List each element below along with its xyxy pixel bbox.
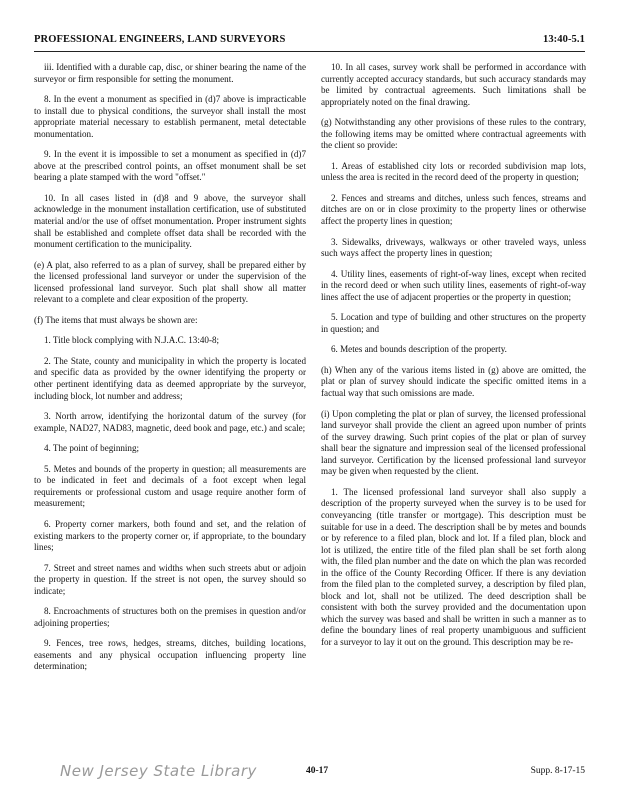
list-item-f9: 9. Fences, tree rows, hedges, streams, ditches, building locations, easements and any physical occupation influencing property line determination; xyxy=(34,638,306,672)
paragraph-g: (g) Notwithstanding any other provisions of these rules to the contrary, the following items may be omitted where contractual agreements with the client so provide: xyxy=(321,117,586,151)
list-item-f6: 6. Property corner markers, both found and set, and the relation of existing markers to the property corner or, if appropriate, to the boundary lines; xyxy=(34,518,306,553)
list-item-g2: 2. Fences and streams and ditches, unless such fences, streams and ditches are on or in close proximity to the property lines or otherwise affect the property lines in question; xyxy=(321,192,586,227)
paragraph-f: (f) The items that must always be shown are: xyxy=(34,314,198,325)
paragraph-8: 8. In the event a monument as specified in (d)7 above is impracticable to install due to physical conditions, the surveyor shall install the most appropriate material necessary to establish permanent, metal detectable monumentation. xyxy=(34,94,306,139)
list-item-f2: 2. The State, county and municipality in which the property is located and specific data as provided by the owner identifying the property or other pertinent identifying data as deemed appropriate by the surveyor, including block, lot number and address; xyxy=(34,355,306,401)
list-item-f1: 1. Title block complying with N.J.A.C. 13:40-8; xyxy=(44,335,220,346)
list-item-g1: 1. Areas of established city lots or recorded subdivision map lots, unless the area is recited in the record deed of the property in question; xyxy=(321,160,586,183)
paragraph-iii: iii. Identified with a durable cap, disc, or shiner bearing the name of the surveyor or firm responsible for setting the monument. xyxy=(34,62,306,84)
paragraph-9: 9. In the event it is impossible to set a monument as specified in (d)7 above at the prescribed control points, an offset monument shall be set bearing a plate stamped with the word "offset." xyxy=(34,149,306,183)
list-item-f7: 7. Street and street names and widths when such streets abut or adjoin the property in question. If the street is not open, the survey should so indicate; xyxy=(34,562,306,596)
paragraph-e: (e) A plat, also referred to as a plan of survey, shall be prepared either by the licensed professional land surveyor or under the supervision of the licensed professional land surveyor. Such plat shall show all matter relevant to a complete and clear exposition of the property. xyxy=(34,259,306,305)
paragraph-i: (i) Upon completing the plat or plan of survey, the licensed professional land surveyor shall provide the client an agreed upon number of prints of the survey drawing. Such print copies of the plat or plan of survey shall bear the signature and impression seal of the licensed professional land surveyor. Certification by the licensed professional land surveyor may be given when requested by the client. xyxy=(321,408,586,477)
paragraph-10: 10. In all cases listed in (d)8 and 9 above, the surveyor shall acknowledge in the monument installation certification, use of substituted material and/or the use of offset monumentation. Proper instrument sights shall be established and complete offset data shall be recorded with the monument certification to the municipality. xyxy=(34,192,306,250)
page-number: 40-17 xyxy=(306,766,329,776)
left-column xyxy=(34,62,306,682)
list-item-g5: 5. Location and type of building and other structures on the property in question; and xyxy=(321,312,586,334)
list-item-f10: 10. In all cases, survey work shall be performed in accordance with currently accepted accuracy standards, but such accuracy standards may be limited by contractual agreements. Such limitations shall be appropriately noted on the final drawing. xyxy=(321,62,586,107)
list-item-i1: 1. The licensed professional land surveyor shall also supply a description of the property surveyed when the survey is to be used for conveyancing (title transfer or mortgage). This description must be suitable for use in a deed. The description shall be by metes and bounds or by reference to a filed plan, block and lot. If a filed plan, block and lot is utilized, the entire title of the filed plan shall be set forth along with, the filed plan number and the date on which the plan was recorded in the office of the County Recording Officer. If there is any deviation from the filed plan to the completed survey, a description by filed plan, block and lot, shall not be utilized. The deed description shall be consistent with both the survey provided and the documentation upon which the survey was based and shall be written in such a manner as to define the boundary lines of real property unambiguous and sufficient for a surveyor to lay it out on the ground. This description may be re- xyxy=(321,486,586,647)
supplement-date: Supp. 8-17-15 xyxy=(530,766,585,776)
header-rule xyxy=(34,51,585,52)
list-item-f4: 4. The point of beginning; xyxy=(44,443,140,454)
list-item-g4: 4. Utility lines, easements of right-of-way lines, except when recited in the record deed or when such utility lines, easements of right-of-way lines affect the use of adjacent properties or the property in question; xyxy=(321,268,586,302)
list-item-f8: 8. Encroachments of structures both on the premises in question and/or adjoining properties; xyxy=(34,606,306,628)
right-column xyxy=(321,62,586,658)
header-section-number: 13:40-5.1 xyxy=(542,34,585,45)
list-item-f3: 3. North arrow, identifying the horizontal datum of the survey (for example, NAD27, NAD83, magnetic, deed book and page, etc.) and scale; xyxy=(34,411,306,433)
paragraph-h: (h) When any of the various items listed in (g) above are omitted, the plat or plan of survey should indicate the specific omitted items in a factual way that such omissions are made. xyxy=(321,364,586,399)
header-title: PROFESSIONAL ENGINEERS, LAND SURVEYORS xyxy=(34,34,286,45)
list-item-f5: 5. Metes and bounds of the property in question; all measurements are to be indicated in feet and decimals of a foot except when legal requirements or professional custom and usage require another form of measurement; xyxy=(34,463,306,509)
list-item-g3: 3. Sidewalks, driveways, walkways or other traveled ways, unless such ways affect the property lines in question; xyxy=(321,236,586,259)
list-item-g6: 6. Metes and bounds description of the property. xyxy=(331,344,507,355)
library-watermark: New Jersey State Library xyxy=(60,762,257,780)
page-footer xyxy=(34,762,585,784)
page-header xyxy=(34,30,585,52)
